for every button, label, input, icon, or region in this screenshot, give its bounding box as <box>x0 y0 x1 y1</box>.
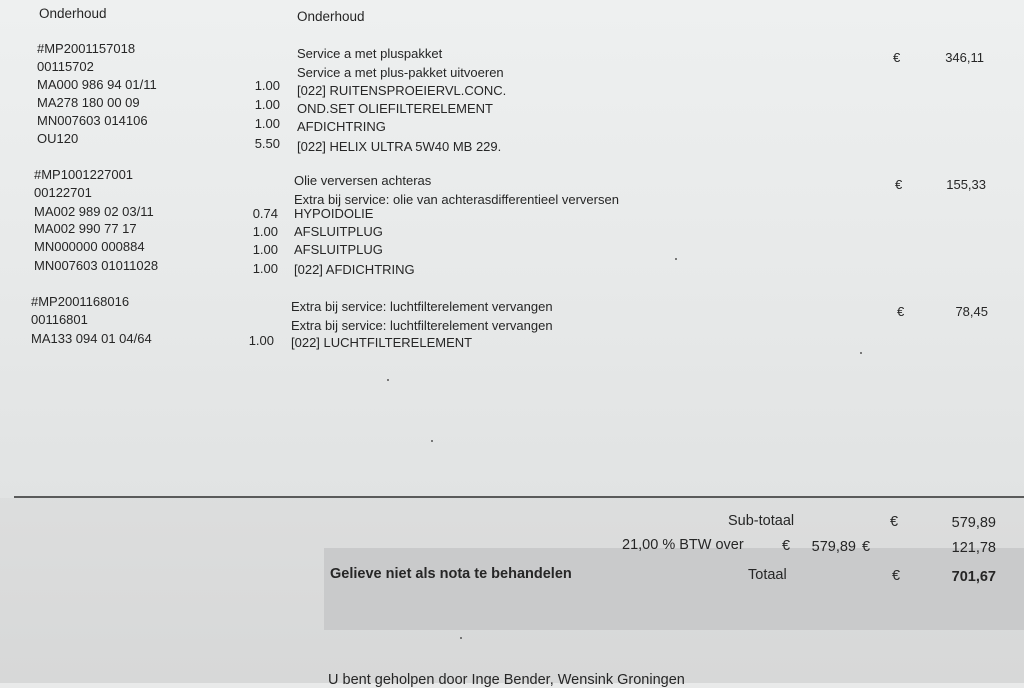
paper-speck <box>675 258 677 260</box>
subtotal-label: Sub-totaal <box>728 513 795 529</box>
item-desc: Service a met plus-pakket uitvoeren <box>297 65 504 80</box>
item-desc: [022] LUCHTFILTERELEMENT <box>291 335 473 350</box>
item-desc: Extra bij service: luchtfilterelement vervangen <box>291 299 553 314</box>
item-ref: MN007603 014106 <box>37 113 148 128</box>
currency-symbol: € <box>862 539 871 555</box>
item-amount: 78,45 <box>955 304 988 319</box>
total-label: Totaal <box>748 567 787 583</box>
item-desc: [022] AFDICHTRING <box>294 262 415 277</box>
item-ref: MA133 094 01 04/64 <box>31 331 152 346</box>
currency-symbol: € <box>782 538 791 554</box>
vat-label: 21,00 % BTW over <box>622 537 744 553</box>
paper-speck <box>860 352 862 354</box>
item-amount: 346,11 <box>945 50 984 65</box>
header-middle: Onderhoud <box>297 9 365 24</box>
currency-symbol: € <box>897 304 905 319</box>
footer-helper-text: U bent geholpen door Inge Bender, Wensink Groningen <box>328 672 685 688</box>
item-qty: 1.00 <box>254 97 280 112</box>
item-qty: 1.00 <box>254 116 280 131</box>
subtotal-value: 579,89 <box>951 515 996 531</box>
item-ref: MA000 986 94 01/11 <box>37 77 157 92</box>
item-qty: 5.50 <box>254 136 280 151</box>
item-desc: OND.SET OLIEFILTERELEMENT <box>297 101 494 116</box>
item-desc: Extra bij service: luchtfilterelement vervangen <box>291 318 553 333</box>
item-code: #MP1001227001 <box>34 167 134 182</box>
item-qty: 1.00 <box>252 261 278 276</box>
item-desc: AFSLUITPLUG <box>294 224 383 239</box>
item-qty: 1.00 <box>248 333 274 348</box>
item-ref: MA002 989 02 03/11 <box>34 204 154 219</box>
item-desc: [022] HELIX ULTRA 5W40 MB 229. <box>297 139 502 154</box>
item-ref: MN000000 000884 <box>34 239 145 254</box>
item-desc: HYPOIDOLIE <box>294 206 374 221</box>
total-value: 701,67 <box>951 569 996 585</box>
item-desc: Olie verversen achteras <box>294 173 432 188</box>
item-ref: MA278 180 00 09 <box>37 95 140 110</box>
item-qty: 1.00 <box>254 78 280 93</box>
currency-symbol: € <box>890 514 899 530</box>
total-shaded-band <box>324 548 1024 630</box>
header-left: Onderhoud <box>39 6 107 21</box>
currency-symbol: € <box>893 50 901 65</box>
item-ref: 00116801 <box>31 312 88 327</box>
item-ref: MA002 990 77 17 <box>34 221 137 236</box>
item-ref: OU120 <box>37 131 79 146</box>
paper-speck <box>460 637 462 639</box>
item-code: #MP2001168016 <box>31 294 130 309</box>
vat-base-value: 579,89 <box>811 539 856 555</box>
item-desc: AFDICHTRING <box>297 119 386 134</box>
item-desc: AFSLUITPLUG <box>294 242 383 257</box>
item-ref: 00122701 <box>34 185 92 200</box>
not-an-invoice-note: Gelieve niet als nota te behandelen <box>330 566 572 582</box>
currency-symbol: € <box>892 568 901 584</box>
item-desc: Service a met pluspakket <box>297 46 443 61</box>
vat-value: 121,78 <box>951 540 996 556</box>
paper-speck <box>387 379 389 381</box>
item-amount: 155,33 <box>946 177 986 192</box>
paper-speck <box>431 440 433 442</box>
item-code: #MP2001157018 <box>37 41 136 56</box>
item-qty: 1.00 <box>252 242 278 257</box>
item-qty: 1.00 <box>252 224 278 239</box>
item-ref: MN007603 01011028 <box>34 258 159 273</box>
item-qty: 0.74 <box>252 206 278 221</box>
item-desc: Extra bij service: olie van achterasdifferentieel verversen <box>294 192 619 207</box>
item-desc: [022] RUITENSPROEIERVL.CONC. <box>297 83 507 98</box>
currency-symbol: € <box>895 177 903 192</box>
totals-divider <box>14 496 1024 498</box>
item-ref: 00115702 <box>37 59 94 74</box>
